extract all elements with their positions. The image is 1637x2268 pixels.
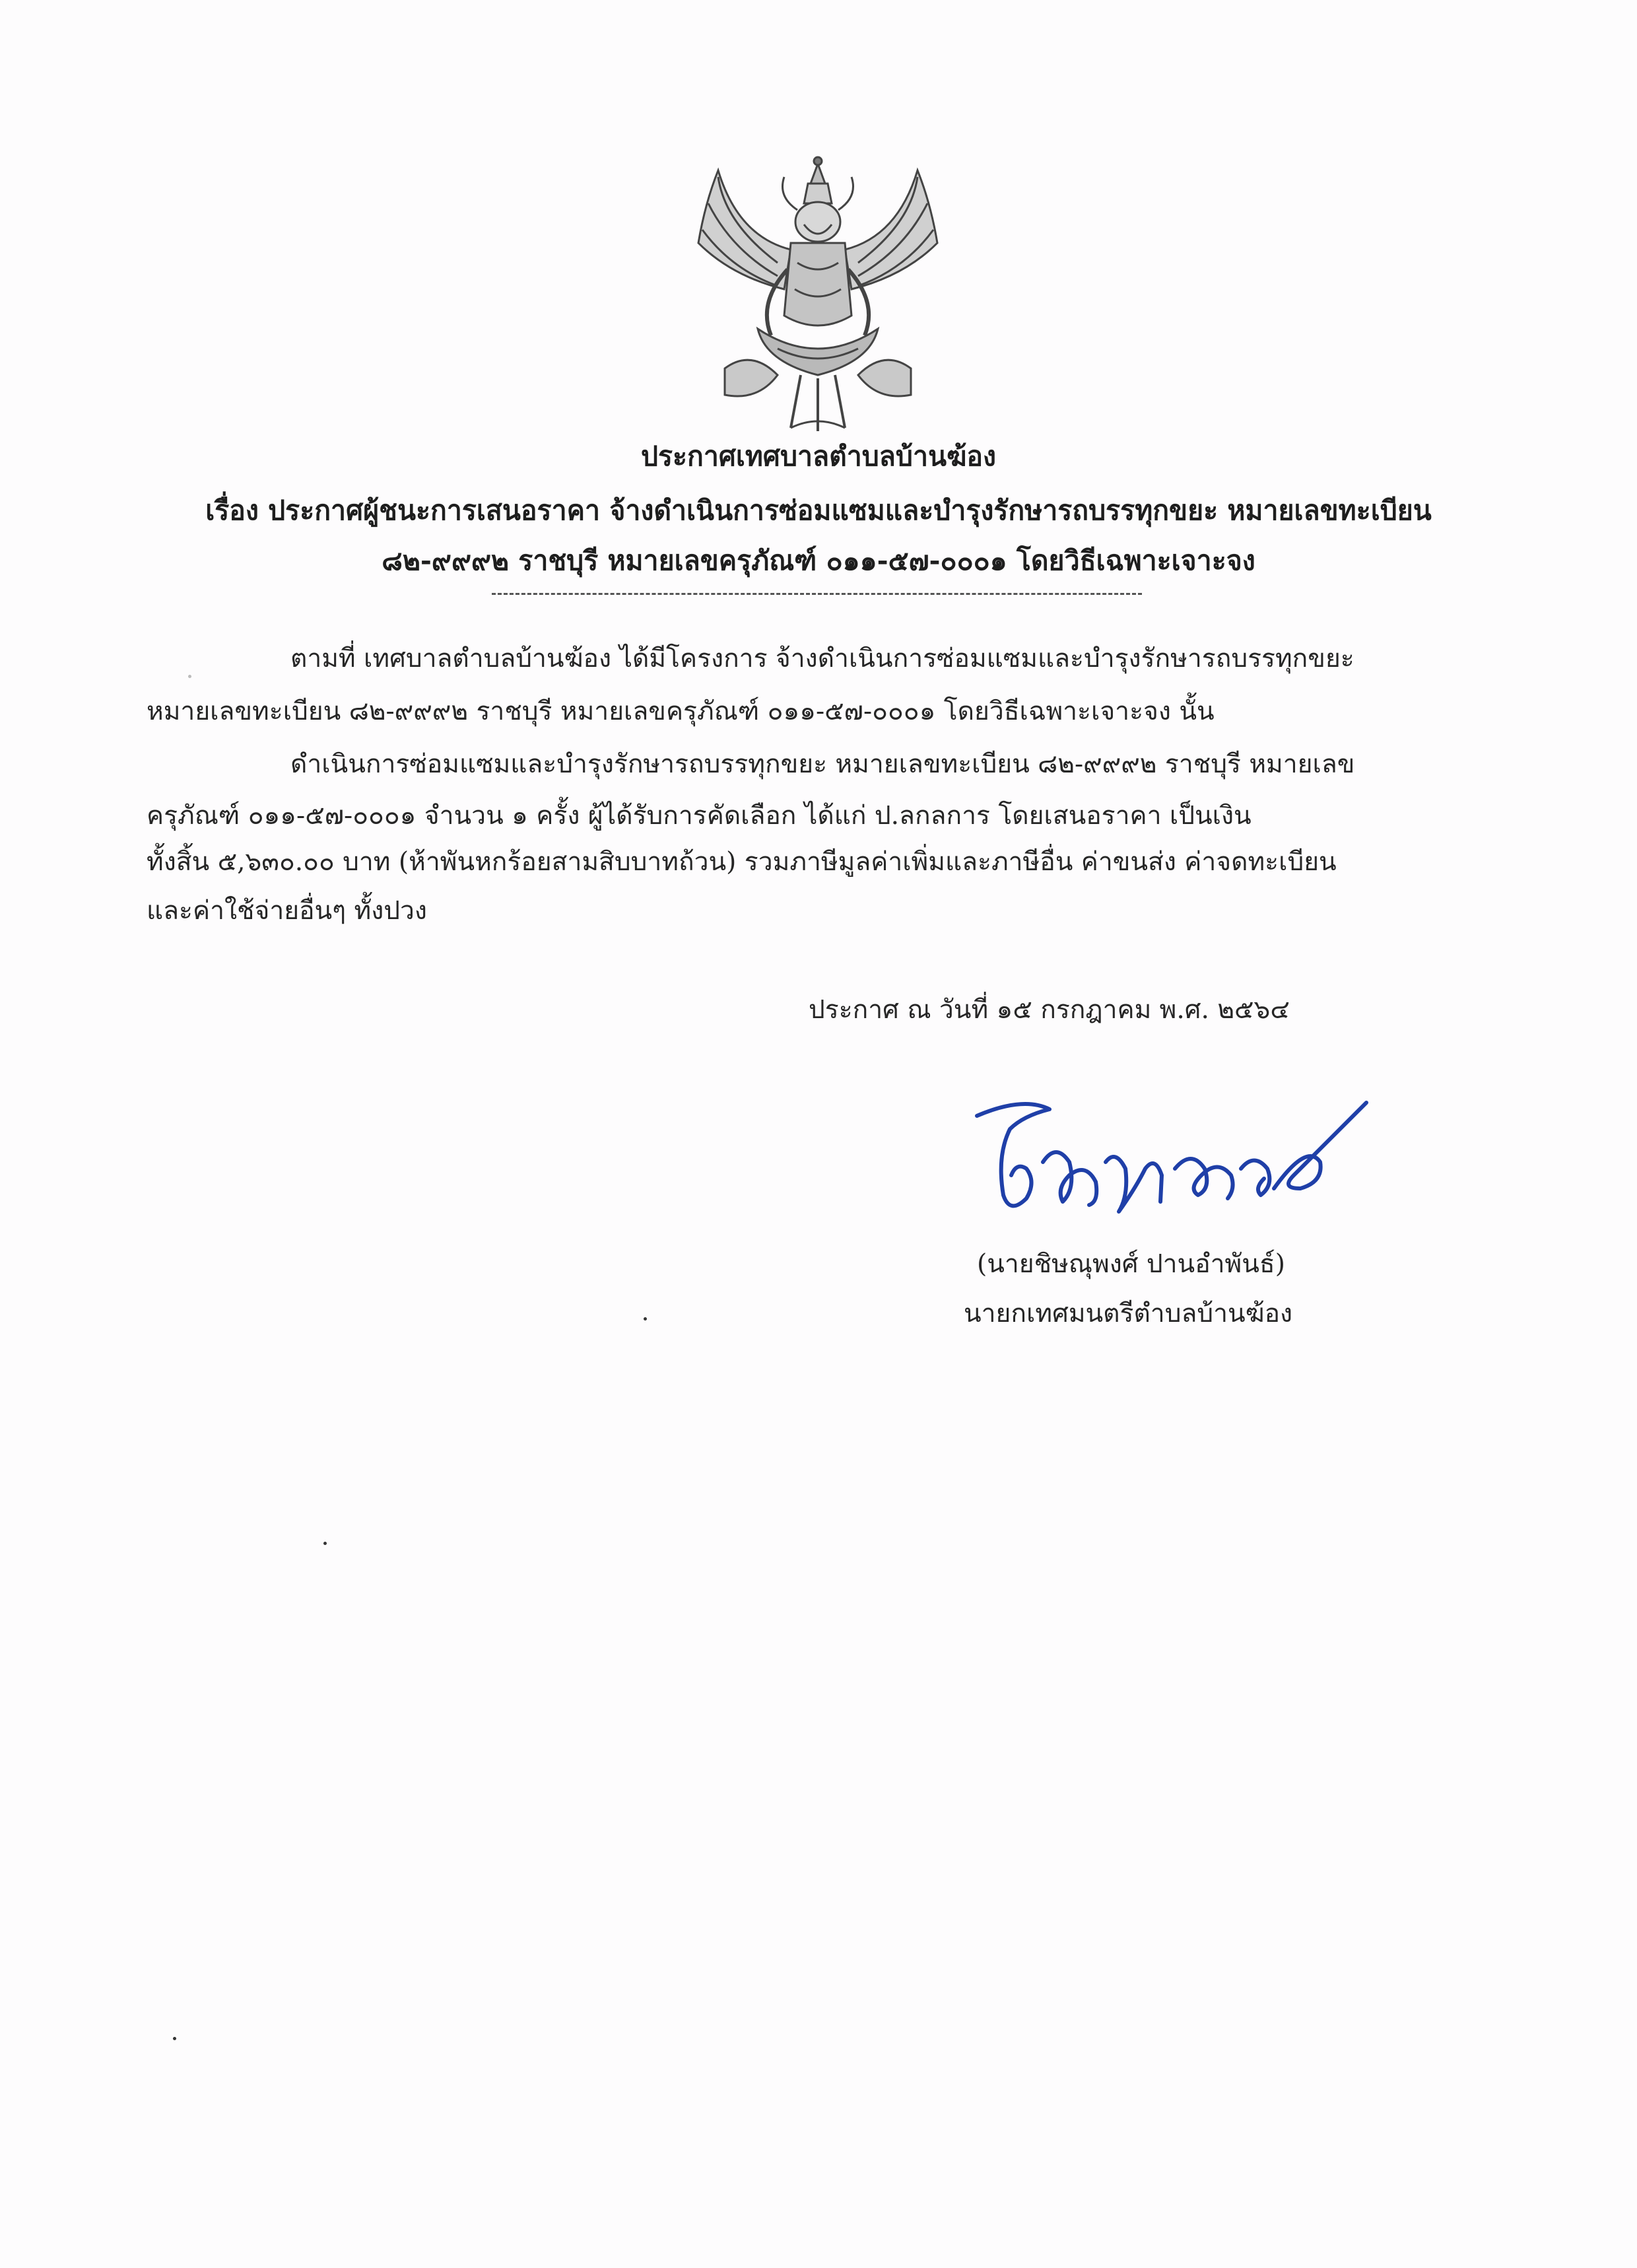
announcement-title: ประกาศเทศบาลตำบลบ้านฆ้อง: [640, 440, 997, 472]
scan-speck: [323, 1542, 327, 1545]
scan-speck: [188, 675, 191, 678]
scan-speck: [644, 1317, 647, 1321]
announcement-subject-line1: เรื่อง ประกาศผู้ชนะการเสนอราคา จ้างดำเนินการซ่อมแซมและบำรุงรักษารถบรรทุกขยะ หมายเลขทะเบียน: [205, 495, 1432, 526]
paragraph2-line2: ครุภัณฑ์ ๐๑๑-๕๗-๐๐๐๑ จำนวน ๑ ครั้ง ผู้ได้รับการคัดเลือก ได้แก่ ป.ลกลการ โดยเสนอราคา เป็นเงิน: [147, 801, 1252, 831]
paragraph2-line3: ทั้งสิ้น ๕,๖๓๐.๐๐ บาท (ห้าพันหกร้อยสามสิบบาทถ้วน) รวมภาษีมูลค่าเพิ่มและภาษีอื่น ค่าขนส่ง ค่าจดทะเบียน: [147, 847, 1337, 877]
signature-image: [964, 1089, 1373, 1241]
paragraph1-line2: หมายเลขทะเบียน ๘๒-๙๙๙๒ ราชบุรี หมายเลขครุภัณฑ์ ๐๑๑-๕๗-๐๐๐๑ โดยวิธีเฉพาะเจาะจง นั้น: [147, 697, 1215, 726]
signatory-name: (นายชิษณุพงศ์ ปานอำพันธ์): [977, 1249, 1285, 1279]
announcement-subject-line2: ๘๒-๙๙๙๒ ราชบุรี หมายเลขครุภัณฑ์ ๐๑๑-๕๗-๐๐๐๑ โดยวิธีเฉพาะเจาะจง: [382, 545, 1255, 576]
announcement-date: ประกาศ ณ วันที่ ๑๕ กรกฎาคม พ.ศ. ๒๕๖๔: [809, 995, 1290, 1025]
separator-line: [492, 593, 1142, 595]
garuda-emblem-icon: [679, 151, 957, 434]
paragraph2-line4: และค่าใช้จ่ายอื่นๆ ทั้งปวง: [147, 896, 427, 926]
signatory-position: นายกเทศมนตรีตำบลบ้านฆ้อง: [964, 1299, 1293, 1328]
paragraph1-line1: ตามที่ เทศบาลตำบลบ้านฆ้อง ได้มีโครงการ จ้างดำเนินการซ่อมแซมและบำรุงรักษารถบรรทุกขยะ: [290, 644, 1354, 673]
scan-speck: [173, 2037, 176, 2040]
paragraph2-line1: ดำเนินการซ่อมแซมและบำรุงรักษารถบรรทุกขยะ หมายเลขทะเบียน ๘๒-๙๙๙๒ ราชบุรี หมายเลข: [290, 749, 1355, 779]
